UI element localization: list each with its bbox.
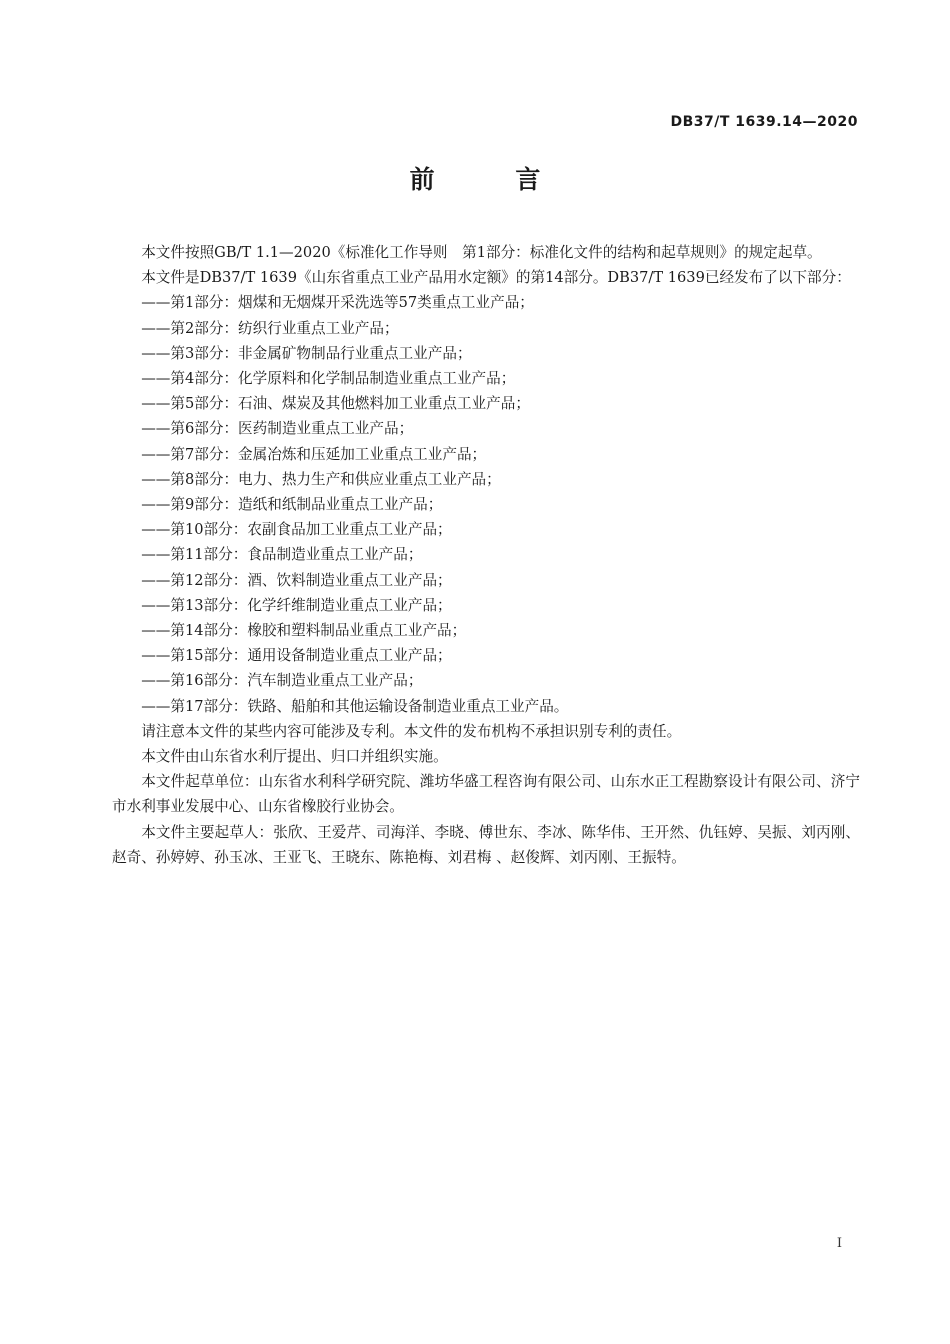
- list-item: ——第5部分：石油、煤炭及其他燃料加工业重点工业产品；: [141, 395, 530, 413]
- list-item: ——第6部分：医药制造业重点工业产品；: [141, 420, 414, 438]
- list-item: ——第10部分：农副食品加工业重点工业产品；: [141, 521, 452, 539]
- list-item: ——第7部分：金属冶炼和压延加工业重点工业产品；: [141, 445, 487, 463]
- patent-notice: 请注意本文件的某些内容可能涉及专利。本文件的发布机构不承担识别专利的责任。: [141, 722, 682, 740]
- list-item: ——第9部分：造纸和纸制品业重点工业产品；: [141, 496, 443, 514]
- drafters: 本文件主要起草人：张欣、王爱芹、司海洋、李晓、傅世东、李冰、陈华伟、王开然、仇钰婷、吴振、刘丙刚、赵奇、孙婷婷、孙玉冰、王亚飞、王晓东、陈艳梅、刘君梅 、赵俊辉、刘丙刚、王振特。: [112, 823, 860, 866]
- list-item: ——第2部分：纺织行业重点工业产品；: [141, 319, 399, 337]
- proposer-statement: 本文件由山东省水利厅提出、归口并组织实施。: [141, 748, 448, 766]
- list-item: ——第12部分：酒、饮料制造业重点工业产品；: [141, 571, 452, 589]
- intro-paragraph: 本文件是DB37/T 1639《山东省重点工业产品用水定额》的第14部分。DB37/T 1639已经发布了以下部分：: [141, 269, 851, 287]
- standard-code: DB37/T 1639.14—2020: [670, 114, 858, 130]
- list-item: ——第17部分：铁路、船舶和其他运输设备制造业重点工业产品。: [141, 697, 569, 715]
- list-item: ——第4部分：化学原料和化学制品制造业重点工业产品；: [141, 370, 516, 388]
- list-item: ——第14部分：橡胶和塑料制品业重点工业产品；: [141, 622, 467, 640]
- list-item: ——第13部分：化学纤维制造业重点工业产品；: [141, 596, 452, 614]
- list-item: ——第11部分：食品制造业重点工业产品；: [141, 546, 423, 564]
- document-body: [112, 240, 860, 870]
- list-item: ——第3部分：非金属矿物制品行业重点工业产品；: [141, 344, 472, 362]
- parts-list: [112, 290, 860, 718]
- intro-paragraph: 本文件按照GB/T 1.1—2020《标准化工作导则 第1部分：标准化文件的结构和起草规则》的规定起草。: [141, 244, 822, 261]
- page-title: 前 言: [409, 165, 577, 194]
- drafting-units: 本文件起草单位：山东省水利科学研究院、潍坊华盛工程咨询有限公司、山东水正工程勘察设计有限公司、济宁市水利事业发展中心、山东省橡胶行业协会。: [112, 773, 860, 816]
- list-item: ——第15部分：通用设备制造业重点工业产品；: [141, 647, 452, 665]
- page-number: I: [836, 1236, 842, 1251]
- list-item: ——第1部分：烟煤和无烟煤开采洗选等57类重点工业产品；: [141, 294, 534, 312]
- list-item: ——第8部分：电力、热力生产和供应业重点工业产品；: [141, 470, 501, 488]
- list-item: ——第16部分：汽车制造业重点工业产品；: [141, 672, 423, 690]
